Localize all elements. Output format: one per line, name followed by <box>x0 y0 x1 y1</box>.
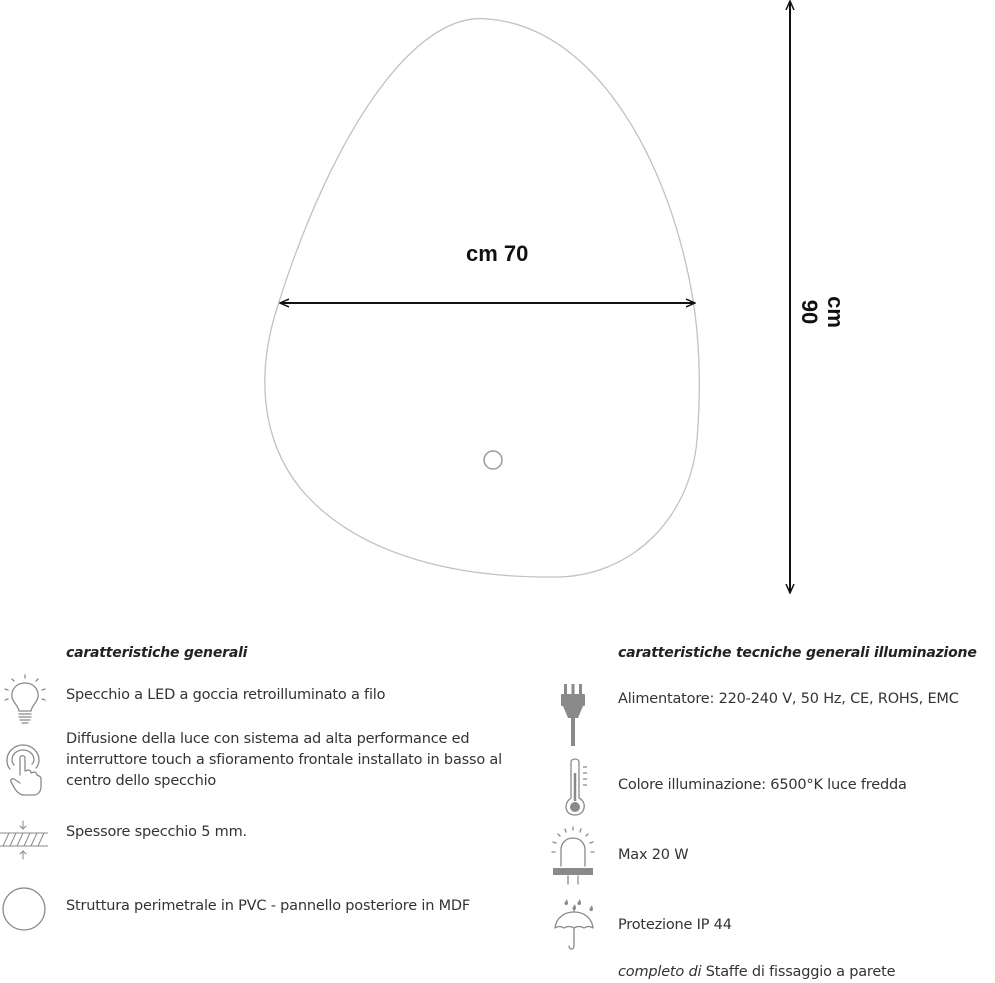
technical-item-text: Max 20 W <box>618 847 689 863</box>
power-plug-icon <box>558 684 588 748</box>
width-label: cm 70 <box>466 241 529 266</box>
mirror-outline <box>265 19 699 577</box>
general-item-text: Diffusione della luce con sistema ad alta performance ed interruttore touch a sfioramento frontale installato in basso al centro dello specchio <box>66 731 502 789</box>
umbrella-rain-icon <box>552 898 598 954</box>
thickness-icon <box>0 820 48 862</box>
circle-frame-icon <box>1 886 47 932</box>
touch-sensor-icon <box>484 451 502 469</box>
thermometer-icon <box>561 757 591 817</box>
general-item-text: Specchio a LED a goccia retroilluminato a filo <box>66 687 386 703</box>
technical-footer-text: Staffe di fissaggio a parete <box>705 964 896 980</box>
technical-heading: caratteristiche tecniche generali illuminazione <box>618 645 977 661</box>
general-item-text: Struttura perimetrale in PVC - pannello posteriore in MDF <box>66 898 471 914</box>
technical-item-text: Colore illuminazione: 6500°K luce fredda <box>618 777 907 793</box>
technical-footer-prefix: completo di <box>618 964 702 980</box>
technical-item-text: Protezione IP 44 <box>618 917 732 933</box>
technical-footer <box>618 962 995 983</box>
general-item-text: Spessore specchio 5 mm. <box>66 824 247 840</box>
general-heading: caratteristiche generali <box>66 645 248 661</box>
led-diode-icon <box>550 826 596 886</box>
touch-hand-icon <box>4 743 44 797</box>
technical-item-text: Alimentatore: 220-240 V, 50 Hz, CE, ROHS, EMC <box>618 691 959 707</box>
height-label: cm 90 <box>797 296 848 328</box>
led-bulb-icon <box>3 674 47 726</box>
